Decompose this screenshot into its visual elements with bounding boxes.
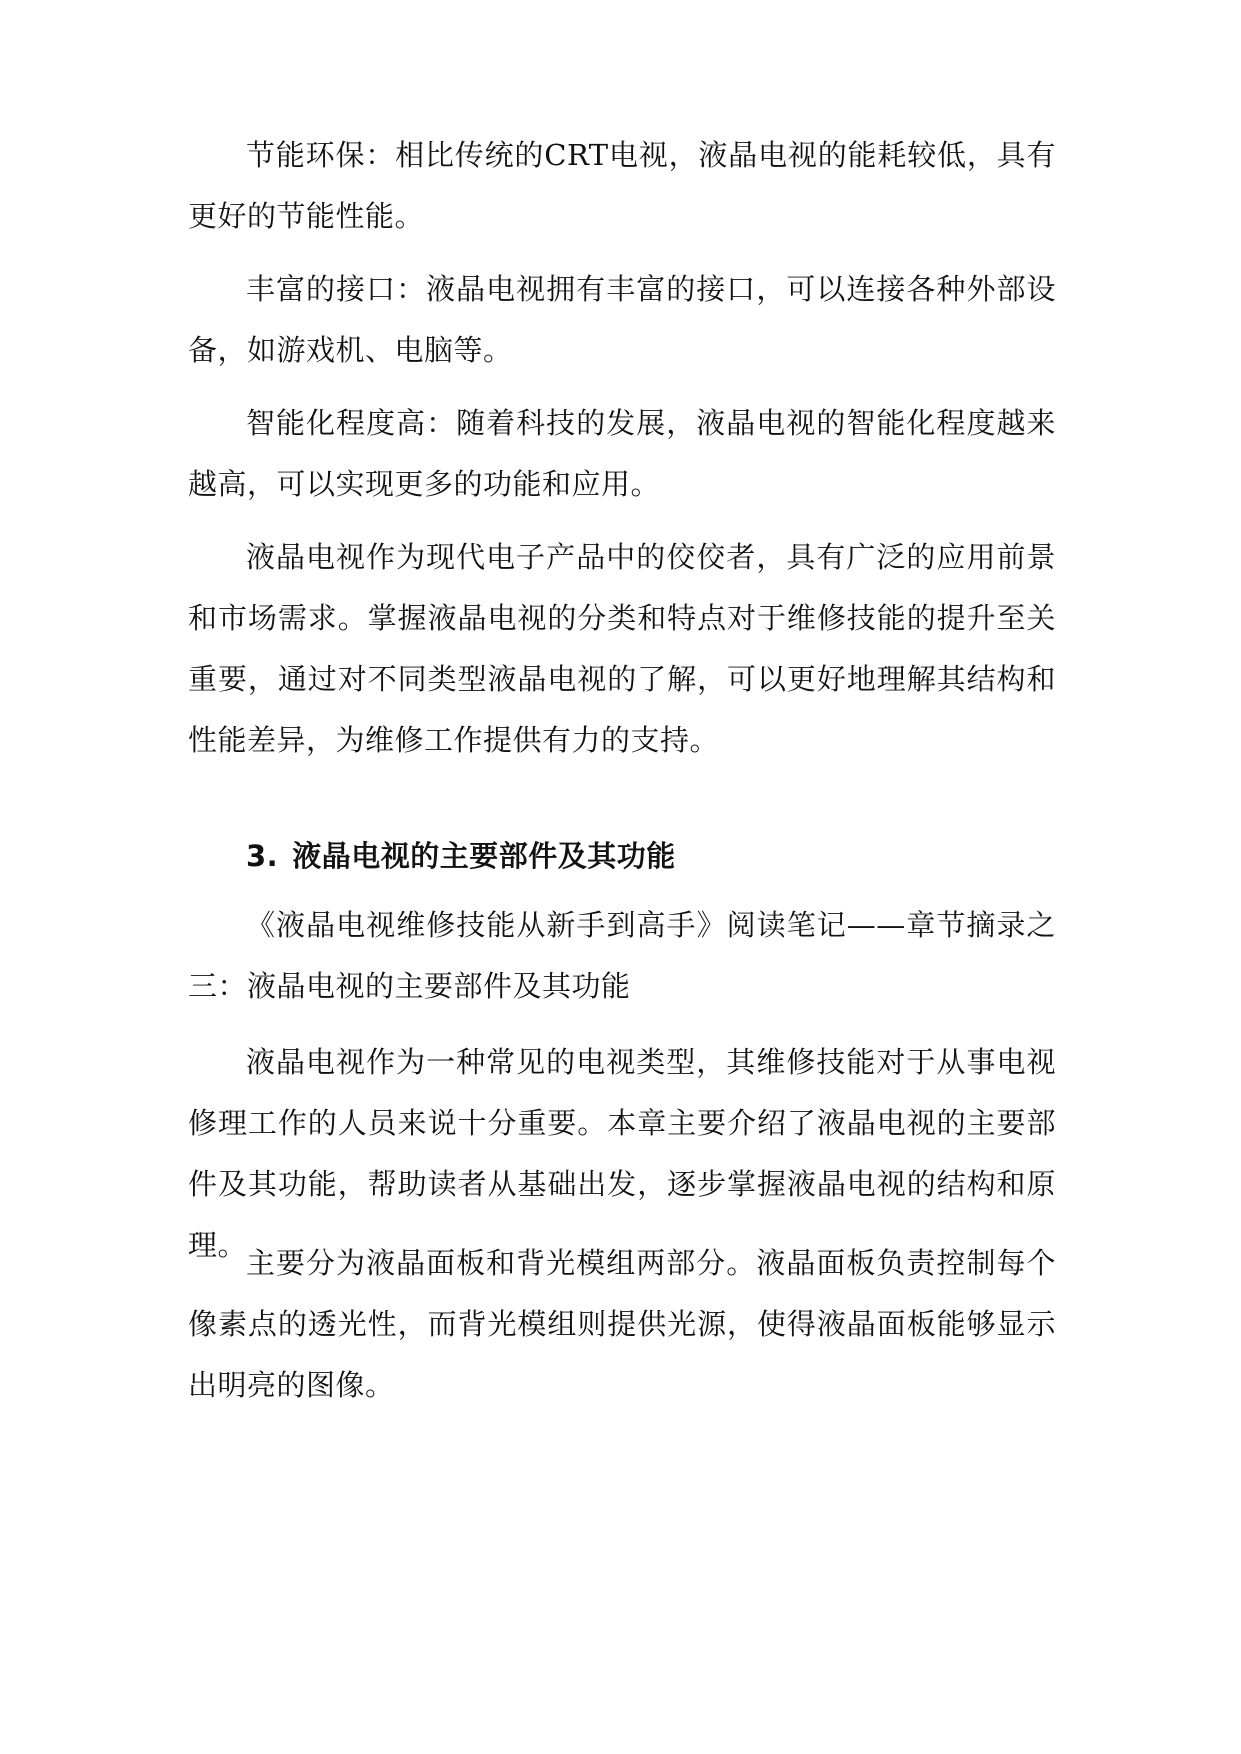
paragraph-chapter-intro: 液晶电视作为一种常见的电视类型，其维修技能对于从事电视修理工作的人员来说十分重要。本章主要介绍了液晶电视的主要部件及其功能，帮助读者从基础出发，逐步掌握液晶电视的结构和原理。	[188, 1045, 1056, 1262]
paragraph-rich-interfaces: 丰富的接口：液晶电视拥有丰富的接口，可以连接各种外部设备，如游戏机、电脑等。	[188, 272, 1056, 367]
paragraph-chapter-excerpt: 《液晶电视维修技能从新手到高手》阅读笔记——章节摘录之三：液晶电视的主要部件及其功能	[188, 908, 1056, 1003]
paragraph-energy-saving: 节能环保：相比传统的CRT电视，液晶电视的能耗较低，具有更好的节能性能。	[188, 138, 1056, 233]
paragraph-intelligence: 智能化程度高：随着科技的发展，液晶电视的智能化程度越来越高，可以实现更多的功能和应用。	[188, 406, 1056, 501]
section-number: 3.	[246, 839, 279, 873]
section-heading	[246, 826, 1056, 887]
paragraph-panel-backlight: 主要分为液晶面板和背光模组两部分。液晶面板负责控制每个像素点的透光性，而背光模组则提供光源，使得液晶面板能够显示出明亮的图像。	[188, 1246, 1056, 1402]
paragraph-summary: 液晶电视作为现代电子产品中的佼佼者，具有广泛的应用前景和市场需求。掌握液晶电视的分类和特点对于维修技能的提升至关重要，通过对不同类型液晶电视的了解，可以更好地理解其结构和性能差异，为维修工作提供有力的支持。	[188, 540, 1056, 757]
section-title: 液晶电视的主要部件及其功能	[292, 839, 676, 873]
